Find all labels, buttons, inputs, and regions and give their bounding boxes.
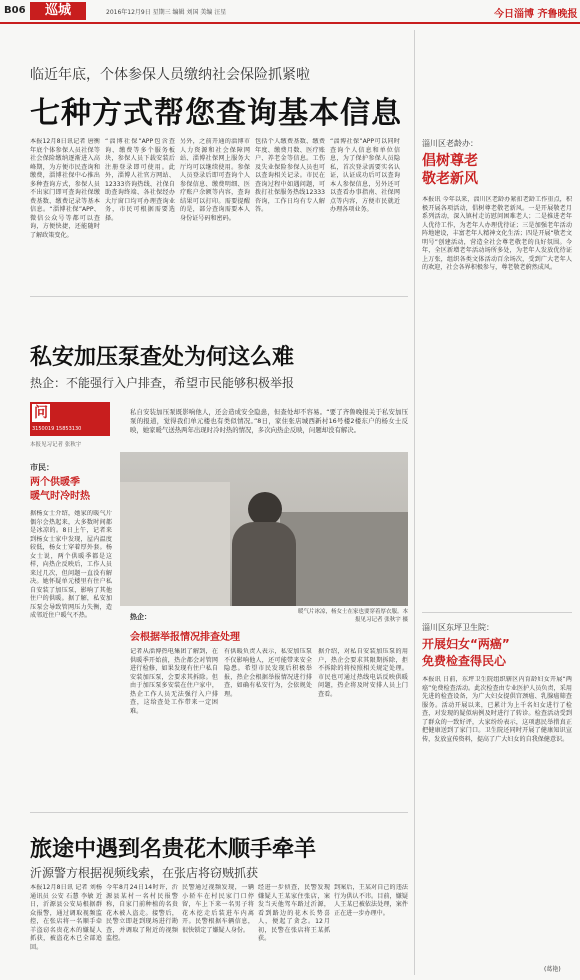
hotline-ad bbox=[30, 402, 110, 436]
photo-caption: 暖气片冰凉，杨女士在家也要穿着厚衣服。本报见习记者 张秋宇 摄 bbox=[297, 609, 408, 623]
newspaper-logo: 今日淄博 齐鲁晚报 bbox=[494, 9, 578, 20]
story1-col-3: 另外，之前开通的淄博市人力资源和社会保障网站、淄博社保网上服务大厅均可以继续使用。参保人员登录后即可查询个人参保信息、缴费明细、医疗账户余额等内容，查询结果可以打印。需要提醒的是，部分查询需要本人身份证号码和密码。 bbox=[180, 138, 250, 222]
sidebar1-tag: 淄川区老龄办： bbox=[422, 139, 478, 148]
story2-sub-kicker: 市民： bbox=[30, 463, 54, 472]
sidebar-divider bbox=[414, 30, 415, 975]
hotline-ad-logo: 问 bbox=[34, 405, 48, 421]
sidebar1-body: 本报讯 今年以来，淄川区老龄办紧扣老龄工作重点，积极开展各项活动，倡树尊老敬老新风。一是开展敬老月系列活动，深入镇村走访慰问困难老人；二是推进老年人优待工作，为老年人办理优待证；三是加强老年活动阵地建设，丰富老年人精神文化生活；四是开展“敬老文明号”创建活动，营造全社会尊老敬老的良好氛围。今年，全区新增老年活动场所多处，为老年人发放优待证上万张，组织各类文体活动百余场次，受到广大老年人的欢迎，社会各界积极参与，尊老敬老蔚然成风。 bbox=[422, 196, 572, 271]
story1-title: 七种方式帮您查询基本信息 bbox=[30, 96, 402, 131]
photo-railing bbox=[280, 512, 408, 606]
section-name: 巡城 bbox=[30, 2, 86, 20]
news-photo bbox=[120, 452, 408, 606]
sidebar2-byline: (葛艳) bbox=[544, 966, 561, 973]
story1-col-5: “淄博社保”APP可以同时查询个人信息和单位信息，为了保护参保人员隐私，首次登录需要实名认证，认证成功后可以查询本人参保信息，另外还可以查看办事指南、社保网点等内容，方便市民就近办理各项业务。 bbox=[330, 138, 400, 213]
story3-col-1: 本报12月8日讯 记者 刘杨 通讯员 公安 石慧 李敏 近日，沂源县公安局根据群众报警，通过调取视频监控，在张店将一名顺手牵羊盗窃名贵花木的嫌疑人抓获，被盗花木已全部追回。 bbox=[30, 884, 102, 951]
story1-kicker: 临近年底，个体参保人员缴纳社会保险抓紧啦 bbox=[30, 67, 310, 83]
issue-meta: 2016年12月9日 星期三 编辑 刘国 美编 汪星 bbox=[106, 9, 227, 16]
story2-subtitle: 热企：不能强行入户排查，希望市民能够积极举报 bbox=[30, 376, 295, 390]
photo-person-body bbox=[232, 522, 296, 606]
story3-col-2: 今年8月24日14时许，沂源县某村一名村民报警称，自家门前种植的名贵花木被人盗走。接警后，民警立即赶到现场进行勘查，并调取了附近的视频监控。 bbox=[106, 884, 178, 942]
story2-col-c: 据介绍，对私自安装加压泵的用户，热企会要求其限期拆除，拒不拆除的将按照相关规定处理。市民也可通过热线电话反映供暖问题，热企将及时安排人员上门查看。 bbox=[318, 648, 408, 698]
story2-title: 私安加压泵查处为何这么难 bbox=[30, 345, 295, 370]
photo-person-head bbox=[248, 492, 282, 526]
sidebar2-title: 开展妇女“两癌” 免费检查得民心 bbox=[422, 637, 510, 668]
hotline-ad-numbers: 3150019 15853130 bbox=[32, 426, 82, 432]
story3-col-3: 民警通过视频发现，一辆小轿车在村民家门口停留，车上下来一名男子将花木挖走后装进车内离开。民警根据车辆信息，很快锁定了嫌疑人身份。 bbox=[182, 884, 254, 934]
story2-col-a: 记者从淄博热电集团了解到，在供暖季开始前，热企都会对管网进行检修，如果发现有住户私自安装加压泵，会要求其拆除。但由于加压泵多安装在住户家中，热企工作人员无法强行入户排查，这给查处工作带来一定困难。 bbox=[130, 648, 218, 715]
divider bbox=[30, 296, 408, 297]
story3-title: 旅途中遇到名贵花木顺手牵羊 bbox=[30, 837, 317, 862]
story2-lead: 私自安装加压泵既影响他人，还会造成安全隐患，但查处却不容易。“要了齐鲁晚报关于私安加压泵的报道，觉得我们单元楼也有类似情况。”8日，家住张店城西新村16号楼2楼东户的杨女士反映，她家暖气送热两年出现时冷时热的情况，多次向热企反映，问题却没有解决。 bbox=[130, 408, 408, 434]
story1-col-2: “淄博社保”APP包含查询、缴费等多个服务板块，参保人员下载安装后注册登录即可使用。此外，淄博人社官方网站、12333咨询热线、社保自助查询终端、各社保经办大厅窗口均可办理查询业务，市民可根据需要选择。 bbox=[105, 138, 175, 222]
sidebar2-tag: 淄川区东坪卫生院： bbox=[422, 623, 494, 632]
story2-reporter: 本报见习记者 张秋宇 bbox=[30, 442, 82, 448]
story3-col-5: 到案后，王某对自己的违法行为供认不讳。目前，嫌疑人王某已被依法处理，案件正在进一步办理中。 bbox=[334, 884, 408, 917]
story1-col-4: 包括个人缴费基数、缴费年度、缴费月数、医疗账户、养老金等信息。工伤及失业保险参保人员也可以查询相关记录。市民在查询过程中如遇问题，可拨打社保服务热线12333咨询，工作日均有专人解答。 bbox=[255, 138, 325, 213]
story2-sub2-head: 会根据举报情况排查处理 bbox=[130, 632, 240, 643]
page-number: B06 bbox=[4, 5, 26, 16]
sidebar2-body: 本报讯 日前，东坪卫生院组织辖区内育龄妇女开展“两癌”免费检查活动。此次检查由专业医护人员负责，采用先进的检查设备，为广大妇女提供宫颈癌、乳腺癌筛查服务。活动开展以来，已累计为上千名妇女进行了检查，对发现的疑似病例及时进行了转诊。检查活动受到了群众的一致好评，大家纷纷表示，这项惠民举措真正把健康送到了家门口。卫生院还同时开展了健康知识宣传，发放宣传资料，提高了广大妇女的自我保健意识。 bbox=[422, 676, 572, 743]
story2-sub-head: 两个供暖季 暖气时冷时热 bbox=[30, 477, 90, 502]
story1-col-1: 本报12月8日讯记者 唐衡 年底个体参保人员社保等社会保险缴纳逐渐进入高峰期，为方便市民查询和缴费，淄博社保中心推出多种查询方式，参保人员不出家门即可查询社保缴费基数、缴费记录等基本信息。“淄博社保”APP、微信公众号等都可以查询，方便快捷，还能随时了解政策变化。 bbox=[30, 138, 100, 239]
story3-subtitle: 沂源警方根据视频线索，在张店将窃贼抓获 bbox=[30, 866, 259, 880]
story2-sub2-kicker: 热企： bbox=[130, 613, 151, 621]
photo-window bbox=[120, 482, 230, 606]
divider bbox=[422, 612, 572, 613]
page-header bbox=[0, 0, 580, 22]
story2-left-text: 据杨女士介绍，她家的暖气片偶尔会热起来，大多数时间都是冰凉的。8日上午，记者来到杨女士家中发现，屋内温度较低，杨女士穿着厚外套。杨女士说，两个供暖季都是这样，向热企反映后，工作人员来过几次，但问题一直没有解决。她怀疑单元楼里有住户私自安装了加压泵，影响了其他住户的供暖。据了解，私安加压泵会导致管网压力失衡，造成邻近住户暖气不热。 bbox=[30, 510, 112, 619]
story3-col-4: 经进一步侦查，民警发现嫌疑人王某家住张店，案发当天他驾车路过沂源，看到路边的花木长势喜人，便起了贪念。12月初，民警在张店将王某抓获。 bbox=[258, 884, 330, 942]
sidebar1-title: 倡树尊老 敬老新风 bbox=[422, 153, 478, 187]
story2-col-b: 有供暖负责人表示，私安加压泵不仅影响他人，还可能带来安全隐患。希望市民发现后积极举报，热企会根据举报情况进行排查，如确有私安行为，会依规处理。 bbox=[224, 648, 312, 698]
header-rule bbox=[0, 22, 580, 24]
divider bbox=[30, 812, 408, 813]
